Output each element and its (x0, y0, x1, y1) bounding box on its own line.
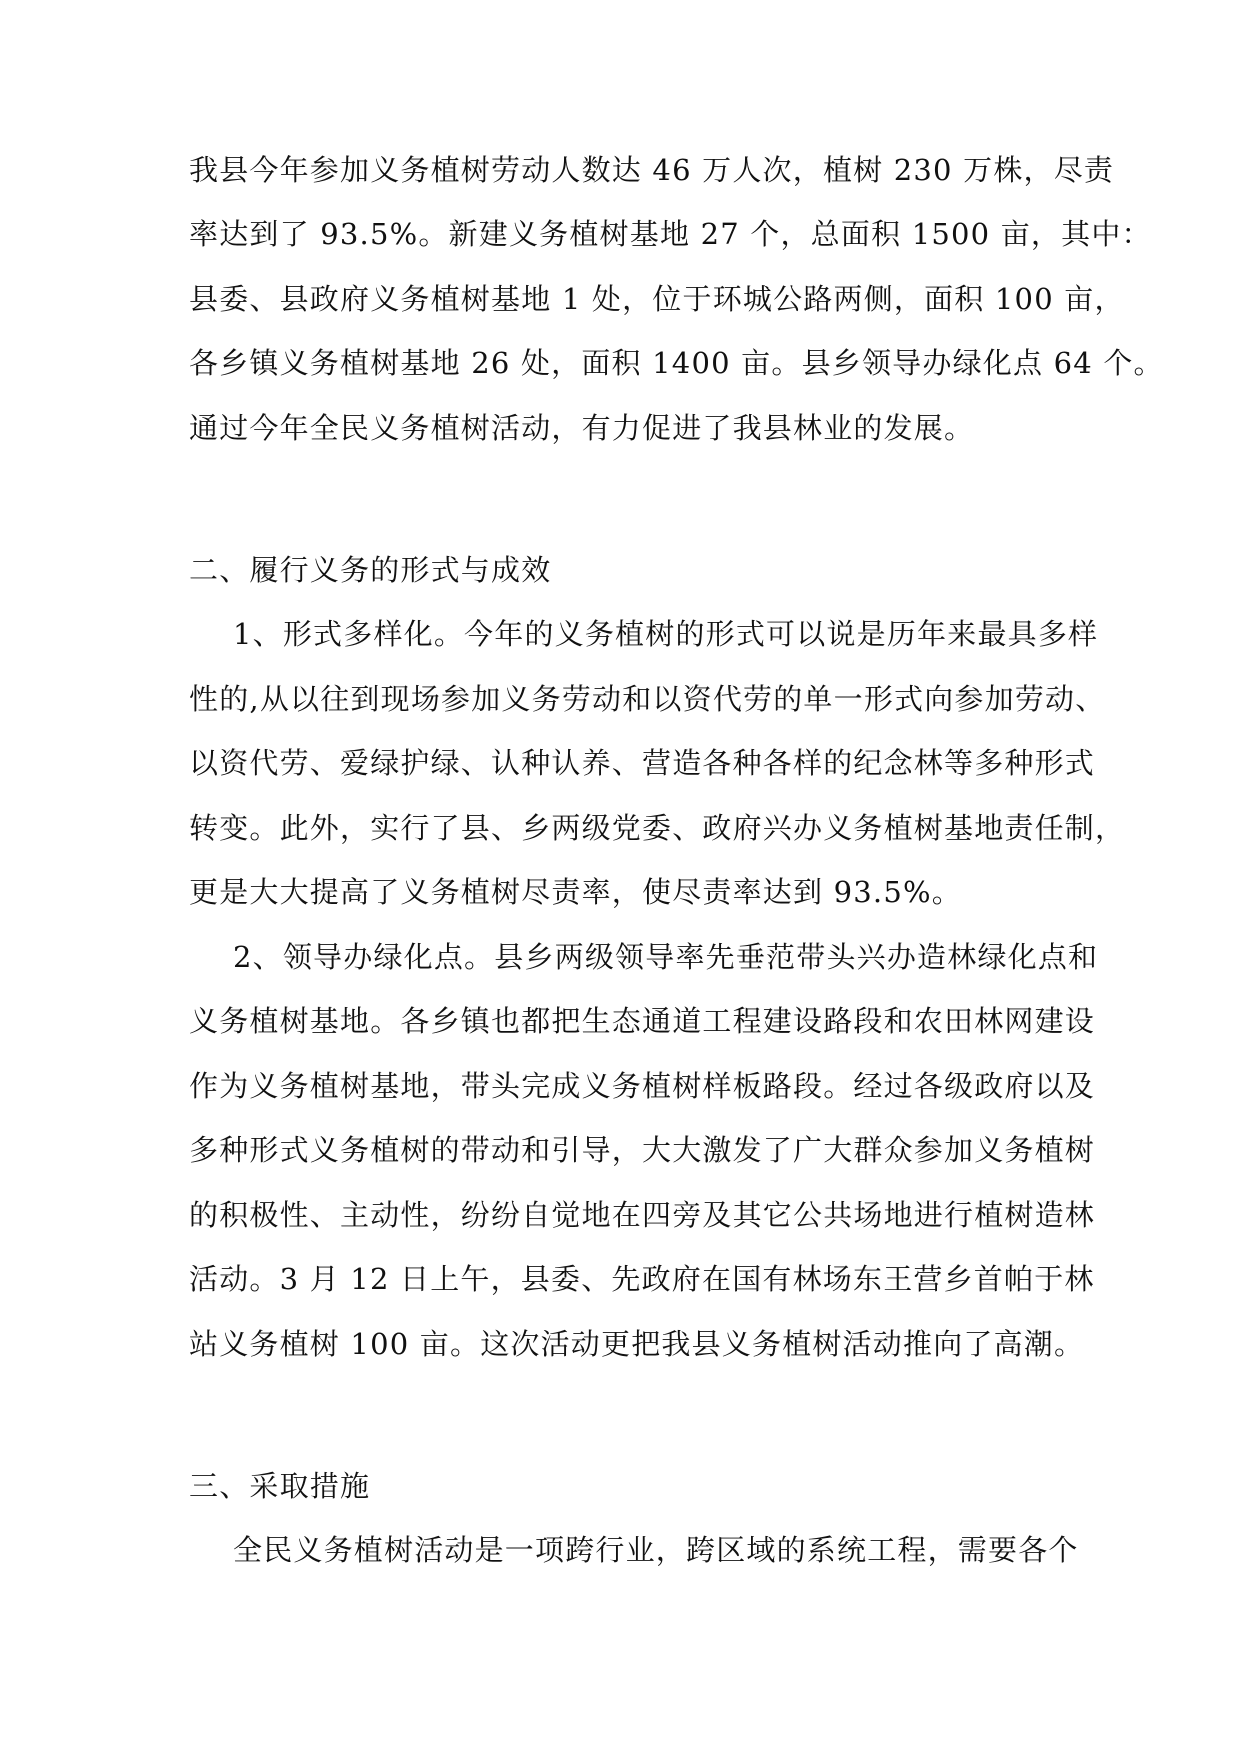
paragraph-line: 全民义务植树活动是一项跨行业，跨区域的系统工程，需要各个 (233, 1533, 1079, 1567)
paragraph-line: 的积极性、主动性，纷纷自觉地在四旁及其它公共场地进行植树造林 (189, 1198, 1096, 1232)
paragraph-line: 我县今年参加义务植树劳动人数达 46 万人次，植树 230 万株，尽责 (189, 153, 1115, 187)
paragraph-line: 2、领导办绿化点。县乡两级领导率先垂范带头兴办造林绿化点和 (233, 940, 1099, 974)
paragraph-line: 1、形式多样化。今年的义务植树的形式可以说是历年来最具多样 (233, 617, 1099, 651)
paragraph-line: 率达到了 93.5%。新建义务植树基地 27 个，总面积 1500 亩，其中： (189, 217, 1152, 251)
section-heading-2: 二、履行义务的形式与成效 (189, 553, 552, 587)
paragraph-line: 转变。此外，实行了县、乡两级党委、政府兴办义务植树基地责任制， (189, 811, 1126, 845)
paragraph-line: 各乡镇义务植树基地 26 处，面积 1400 亩。县乡领导办绿化点 64 个。 (189, 346, 1164, 380)
section-heading-3: 三、采取措施 (189, 1469, 371, 1503)
paragraph-line: 性的,从以往到现场参加义务劳动和以资代劳的单一形式向参加劳动、 (189, 682, 1106, 716)
paragraph-line: 县委、县政府义务植树基地 1 处，位于环城公路两侧，面积 100 亩， (189, 282, 1125, 316)
paragraph-line: 义务植树基地。各乡镇也都把生态通道工程建设路段和农田林网建设 (189, 1004, 1096, 1038)
paragraph-line: 作为义务植树基地，带头完成义务植树样板路段。经过各级政府以及 (189, 1069, 1096, 1103)
paragraph-line: 以资代劳、爱绿护绿、认种认养、营造各种各样的纪念林等多种形式 (189, 746, 1096, 780)
paragraph-line: 更是大大提高了义务植树尽责率，使尽责率达到 93.5%。 (189, 875, 962, 909)
paragraph-line: 站义务植树 100 亩。这次活动更把我县义务植树活动推向了高潮。 (189, 1327, 1085, 1361)
paragraph-line: 通过今年全民义务植树活动，有力促进了我县林业的发展。 (189, 411, 975, 445)
paragraph-line: 活动。3 月 12 日上午，县委、先政府在国有林场东王营乡首帕于林 (189, 1262, 1095, 1296)
paragraph-line: 多种形式义务植树的带动和引导，大大激发了广大群众参加义务植树 (189, 1133, 1096, 1167)
